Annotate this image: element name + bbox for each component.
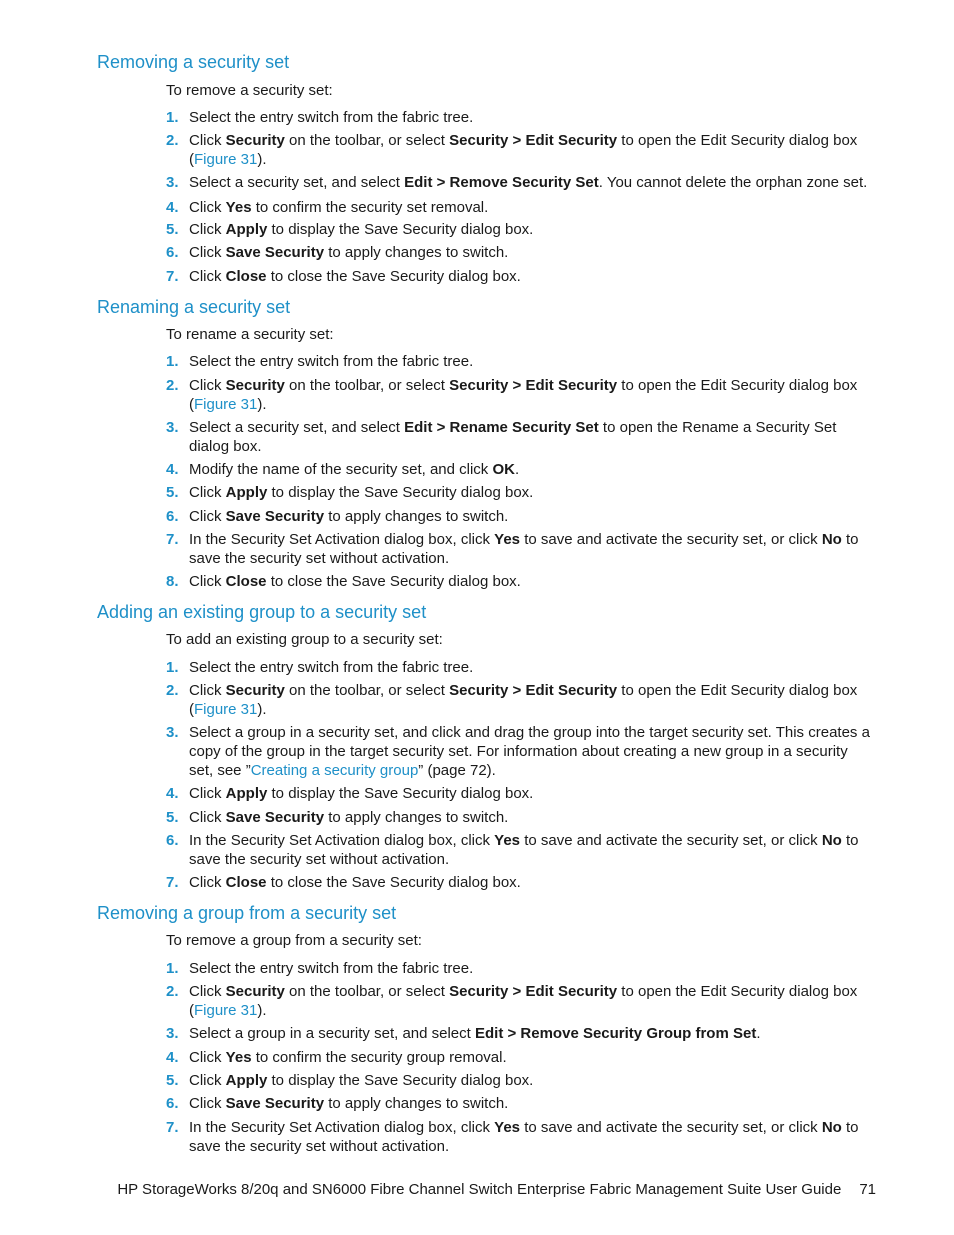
step-text-run: Click (189, 132, 226, 149)
step-text-run: to open the Edit Security dialog box ( (189, 377, 858, 413)
step-text-run: ). (257, 151, 267, 168)
step-text-run: to open the Rename a Security Set dialog box. (189, 419, 837, 455)
step-text-run: Click (189, 221, 226, 238)
step-text-run: Select a security set, and select (189, 419, 405, 436)
step-text (189, 1118, 875, 1156)
step-text-run: to save and activate the security set, or click (520, 531, 822, 548)
step-text-run: to save and activate the security set, or click (520, 1119, 822, 1136)
step-number: 2. (166, 983, 179, 1000)
step-number: 4. (166, 785, 179, 802)
step-text (189, 220, 875, 239)
step-text-run: Click (189, 983, 226, 1000)
ui-term: Save Security (225, 508, 325, 525)
step-text-run: . (514, 461, 520, 478)
step-text-run: Select a group in a security set, and click and drag the group into the target security set. This creates a copy of the group in the target security set. For information about creating a new group in a security set, see ” (189, 724, 870, 779)
step-text-run: Click (189, 785, 226, 802)
step-text (189, 108, 875, 127)
step-number: 7. (166, 531, 179, 548)
page-footer (0, 1180, 876, 1199)
step-text-run: Click (189, 244, 226, 261)
step-number: 7. (166, 268, 179, 285)
step-text-run: Click (189, 508, 226, 525)
step-text-run: to display the Save Security dialog box. (267, 1072, 534, 1089)
ui-term: Yes (494, 832, 521, 849)
step-text-run: Click (189, 1095, 226, 1112)
cross-reference-link[interactable]: Figure 31 (194, 151, 258, 168)
step-text-run: Click (189, 1072, 226, 1089)
step-number: 2. (166, 132, 179, 149)
step-number: 4. (166, 1049, 179, 1066)
step-text (189, 831, 875, 869)
step-text-run: to save the security set without activation. (189, 1119, 859, 1155)
step-number: 1. (166, 960, 179, 977)
ui-term: Security (225, 132, 285, 149)
step-text-run: to open the Edit Security dialog box ( (189, 132, 858, 168)
step-text (189, 418, 875, 456)
step-text-run: Click (189, 874, 226, 891)
section-intro: To rename a security set: (166, 326, 334, 343)
step-text-run: . You cannot delete the orphan zone set. (598, 174, 868, 191)
step-text (189, 483, 875, 502)
step-text (189, 131, 875, 169)
step-text-run: In the Security Set Activation dialog box, click (189, 832, 495, 849)
step-text-run: Select the entry switch from the fabric tree. (189, 353, 474, 370)
step-text (189, 376, 875, 414)
step-text-run: to save and activate the security set, or click (520, 832, 822, 849)
step-text-run: to confirm the security set removal. (251, 199, 489, 216)
section-heading: Removing a security set (97, 52, 290, 72)
step-number: 6. (166, 832, 179, 849)
step-text-run: ). (257, 1002, 267, 1019)
step-text-run: Modify the name of the security set, and click (189, 461, 493, 478)
step-text-run: on the toolbar, or select (284, 132, 450, 149)
step-text-run: ). (257, 701, 267, 718)
step-text (189, 243, 875, 262)
cross-reference-link[interactable]: Figure 31 (194, 396, 258, 413)
step-number: 3. (166, 724, 179, 741)
step-text (189, 267, 875, 286)
ui-term: Security > Edit Security (449, 682, 618, 699)
step-text-run: on the toolbar, or select (284, 983, 450, 1000)
step-text (189, 1071, 875, 1090)
ui-term: No (821, 832, 842, 849)
step-text (189, 982, 875, 1020)
step-text (189, 873, 875, 892)
step-text-run: to open the Edit Security dialog box ( (189, 682, 858, 718)
ui-term: Yes (225, 199, 252, 216)
step-text (189, 1024, 875, 1043)
step-number: 6. (166, 1095, 179, 1112)
step-text (189, 530, 875, 568)
step-text-run: to open the Edit Security dialog box ( (189, 983, 858, 1019)
step-text-run: In the Security Set Activation dialog box, click (189, 531, 495, 548)
step-text-run: Click (189, 268, 226, 285)
step-text-run: to confirm the security group removal. (251, 1049, 507, 1066)
ui-term: Save Security (225, 1095, 325, 1112)
step-text-run: Select a group in a security set, and select (189, 1025, 475, 1042)
step-text-run: Click (189, 1049, 226, 1066)
ui-term: Edit > Remove Security Group from Set (475, 1025, 757, 1042)
step-number: 5. (166, 1072, 179, 1089)
step-text-run: to apply changes to switch. (324, 1095, 509, 1112)
step-number: 7. (166, 1119, 179, 1136)
page-number: 71 (859, 1181, 876, 1198)
ui-term: No (821, 1119, 842, 1136)
step-number: 1. (166, 109, 179, 126)
ui-term: Security (225, 983, 285, 1000)
ui-term: Security > Edit Security (449, 132, 618, 149)
step-text-run: Click (189, 377, 226, 394)
step-text-run: Click (189, 682, 226, 699)
step-text (189, 959, 875, 978)
step-text-run: to display the Save Security dialog box. (267, 785, 534, 802)
step-text-run: on the toolbar, or select (284, 682, 450, 699)
ui-term: OK (492, 461, 515, 478)
step-text-run: to save the security set without activation. (189, 531, 859, 567)
section-intro: To add an existing group to a security set: (166, 631, 443, 648)
step-number: 3. (166, 1025, 179, 1042)
step-text-run: Click (189, 809, 226, 826)
cross-reference-link[interactable]: Creating a security group (250, 762, 419, 779)
step-number: 6. (166, 508, 179, 525)
step-text-run: Select the entry switch from the fabric tree. (189, 659, 474, 676)
step-number: 4. (166, 461, 179, 478)
step-text-run: ” (page 72). (418, 762, 496, 779)
section-heading: Removing a group from a security set (97, 903, 397, 923)
step-text-run: to display the Save Security dialog box. (267, 484, 534, 501)
ui-term: Close (225, 874, 267, 891)
step-text (189, 460, 875, 479)
step-number: 4. (166, 199, 179, 216)
section-heading: Renaming a security set (97, 297, 291, 317)
ui-term: Close (225, 268, 267, 285)
step-text-run: to display the Save Security dialog box. (267, 221, 534, 238)
step-text (189, 808, 875, 827)
step-text (189, 173, 875, 192)
step-text-run: to close the Save Security dialog box. (266, 268, 521, 285)
ui-term: Apply (225, 221, 268, 238)
ui-term: Yes (225, 1049, 252, 1066)
step-text-run: In the Security Set Activation dialog box, click (189, 1119, 495, 1136)
step-text-run: Click (189, 484, 226, 501)
footer-title: HP StorageWorks 8/20q and SN6000 Fibre Channel Switch Enterprise Fabric Management Suite User Guide (117, 1181, 842, 1198)
step-number: 5. (166, 221, 179, 238)
step-number: 3. (166, 174, 179, 191)
step-text-run: Select a security set, and select (189, 174, 405, 191)
step-number: 2. (166, 377, 179, 394)
ui-term: Edit > Remove Security Set (404, 174, 599, 191)
step-text (189, 1048, 875, 1067)
step-number: 1. (166, 353, 179, 370)
ui-term: Apply (225, 484, 268, 501)
ui-term: Save Security (225, 809, 325, 826)
step-text (189, 352, 875, 371)
ui-term: Security > Edit Security (449, 377, 618, 394)
step-number: 5. (166, 484, 179, 501)
step-text (189, 784, 875, 803)
step-text (189, 198, 875, 217)
step-text (189, 1094, 875, 1113)
step-text-run: Select the entry switch from the fabric tree. (189, 109, 474, 126)
section-intro: To remove a group from a security set: (166, 932, 422, 949)
step-text-run: Select the entry switch from the fabric tree. (189, 960, 474, 977)
step-text (189, 658, 875, 677)
step-number: 3. (166, 419, 179, 436)
ui-term: Yes (494, 531, 521, 548)
step-text (189, 681, 875, 719)
step-text-run: Click (189, 573, 226, 590)
ui-term: No (821, 531, 842, 548)
step-text (189, 507, 875, 526)
step-text-run: ). (257, 396, 267, 413)
step-text-run: on the toolbar, or select (284, 377, 450, 394)
step-text-run: . (756, 1025, 761, 1042)
step-text (189, 723, 875, 780)
step-text-run: to apply changes to switch. (324, 244, 509, 261)
step-text-run: to apply changes to switch. (324, 508, 509, 525)
ui-term: Security (225, 682, 285, 699)
section-heading: Adding an existing group to a security set (97, 602, 427, 622)
ui-term: Security (225, 377, 285, 394)
ui-term: Yes (494, 1119, 521, 1136)
step-number: 8. (166, 573, 179, 590)
step-text-run: Click (189, 199, 226, 216)
section-intro: To remove a security set: (166, 82, 333, 99)
step-number: 1. (166, 659, 179, 676)
step-text-run: to save the security set without activation. (189, 832, 859, 868)
step-text-run: to close the Save Security dialog box. (266, 573, 521, 590)
step-number: 2. (166, 682, 179, 699)
ui-term: Security > Edit Security (449, 983, 618, 1000)
ui-term: Apply (225, 1072, 268, 1089)
step-text (189, 572, 875, 591)
step-number: 6. (166, 244, 179, 261)
step-text-run: to apply changes to switch. (324, 809, 509, 826)
ui-term: Edit > Rename Security Set (404, 419, 599, 436)
cross-reference-link[interactable]: Figure 31 (194, 701, 258, 718)
step-number: 5. (166, 809, 179, 826)
cross-reference-link[interactable]: Figure 31 (194, 1002, 258, 1019)
ui-term: Save Security (225, 244, 325, 261)
step-text-run: to close the Save Security dialog box. (266, 874, 521, 891)
ui-term: Apply (225, 785, 268, 802)
step-number: 7. (166, 874, 179, 891)
ui-term: Close (225, 573, 267, 590)
